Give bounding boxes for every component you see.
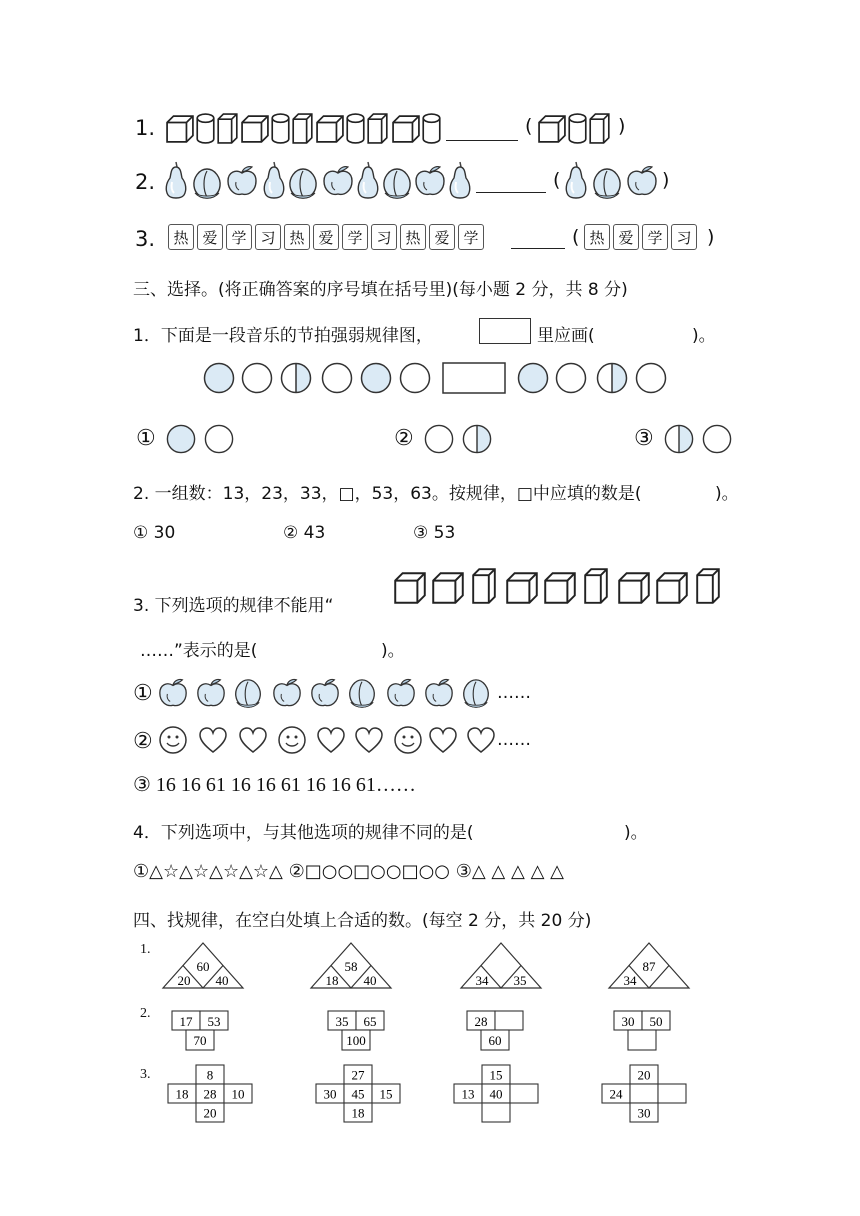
cross-center-value: 40 xyxy=(489,1086,503,1102)
pattern-3-characters xyxy=(168,224,487,250)
q1-inline-box xyxy=(479,318,531,344)
weak-beat-icon xyxy=(637,364,666,393)
cross-bottom-value: 30 xyxy=(637,1105,651,1121)
box-value-a: 35 xyxy=(335,1014,349,1029)
q4-options[interactable]: ①△☆△☆△☆△☆△ ②□○○□○○□○○ ③△ △ △ △ △ xyxy=(133,861,564,882)
fruits-icon xyxy=(563,158,663,202)
box-value-b: 65 xyxy=(363,1014,377,1029)
cross-left-value: 18 xyxy=(175,1086,189,1102)
triangle-right-value: 40 xyxy=(363,973,377,988)
char-box: 习 xyxy=(371,224,397,250)
q3-option-1-fruits[interactable] xyxy=(157,675,497,715)
q3-text-c: )。 xyxy=(381,641,405,661)
char-box: 爱 xyxy=(197,224,223,250)
q2-option-3[interactable]: ③ 53 xyxy=(413,523,456,543)
triangle-top-value: 58 xyxy=(344,959,358,974)
pattern-3-answer-blank[interactable] xyxy=(511,248,565,249)
q3-text-a: 3. 下列选项的规律不能用“ xyxy=(133,596,334,616)
char-box: 学 xyxy=(642,224,668,250)
q2-text-end: )。 xyxy=(715,484,739,504)
q1-option-1-label[interactable]: ① xyxy=(136,425,156,450)
cross-bottom-value: 20 xyxy=(203,1105,217,1121)
section-4-heading: 四、找规律，在空白处填上合适的数。(每空 2 分，共 20 分) xyxy=(133,911,592,931)
smile-heart-pattern-icon xyxy=(158,724,498,756)
cross-right-value: 15 xyxy=(379,1086,393,1102)
cross-top-value: 8 xyxy=(206,1067,214,1083)
triangle-top-value: 60 xyxy=(196,959,210,974)
medium-beat-icon xyxy=(598,364,627,393)
q1-text-b: 里应画( xyxy=(537,326,595,346)
row-3-crosses xyxy=(160,1064,720,1126)
triangle-top-value: 87 xyxy=(642,959,656,974)
q3-option-2-shapes[interactable] xyxy=(158,724,498,760)
pattern-2-choice-fruits xyxy=(563,158,663,206)
weak-beat-icon xyxy=(557,364,586,393)
pattern-1-shapes xyxy=(166,111,446,143)
fruits-icon xyxy=(163,158,473,202)
pattern-3-paren-open: ( xyxy=(572,226,580,248)
q3-option-1-ellipsis: …… xyxy=(497,683,531,703)
cross-top-value: 20 xyxy=(637,1067,651,1083)
q3-option-3[interactable]: ③ 16 16 61 16 16 61 16 16 61…… xyxy=(133,774,416,796)
pattern-1-number: 1. xyxy=(135,116,156,140)
solid-shapes-icon xyxy=(166,111,446,145)
pattern-2-paren-open: ( xyxy=(553,169,561,191)
strong-beat-icon xyxy=(205,364,234,393)
strong-beat-icon xyxy=(519,364,548,393)
char-box: 热 xyxy=(584,224,610,250)
weak-beat-icon xyxy=(243,364,272,393)
char-box: 爱 xyxy=(613,224,639,250)
q3-option-2-ellipsis: …… xyxy=(497,730,531,750)
pattern-3-paren-close: ) xyxy=(707,226,715,248)
q3-option-2-label[interactable]: ② xyxy=(133,728,153,753)
q3-option-1-label[interactable]: ① xyxy=(133,680,153,705)
char-box: 学 xyxy=(458,224,484,250)
number-triangle xyxy=(609,943,689,988)
fruits-icon xyxy=(157,675,497,711)
number-box-group xyxy=(467,1011,523,1050)
char-box: 热 xyxy=(168,224,194,250)
cross-bottom-value: 18 xyxy=(351,1105,365,1121)
row-1-triangles xyxy=(163,942,723,992)
number-box-group xyxy=(172,1011,228,1050)
q3-text-b: ……”表示的是( xyxy=(140,641,258,661)
cross-top-value: 27 xyxy=(351,1067,365,1083)
cross-center-value: 45 xyxy=(351,1086,365,1102)
char-box: 爱 xyxy=(313,224,339,250)
char-box: 热 xyxy=(284,224,310,250)
pattern-1-answer-blank[interactable] xyxy=(446,140,518,141)
pattern-2-paren-close: ) xyxy=(662,169,670,191)
strong-beat-icon xyxy=(362,364,391,393)
box-value-a: 30 xyxy=(621,1014,635,1029)
triangle-right-value: 40 xyxy=(215,973,229,988)
cube-pattern-icon xyxy=(394,566,730,606)
q1-beat-diagram xyxy=(203,362,673,400)
q4-text-end: )。 xyxy=(624,823,648,843)
section-3-heading: 三、选择。(将正确答案的序号填在括号里)(每小题 2 分，共 8 分) xyxy=(133,280,628,300)
pattern-1-paren-open: ( xyxy=(525,115,533,137)
number-cross xyxy=(602,1065,686,1122)
q1-text-c: )。 xyxy=(692,326,716,346)
pattern-3-number: 3. xyxy=(135,227,156,251)
number-box-group xyxy=(328,1011,384,1050)
triangle-left-value: 20 xyxy=(177,973,191,988)
q1-option-2-circles[interactable] xyxy=(424,424,494,460)
row-2-number: 2. xyxy=(140,1006,151,1021)
cross-top-value: 15 xyxy=(489,1067,503,1083)
q2-option-2[interactable]: ② 43 xyxy=(283,523,326,543)
char-box: 学 xyxy=(342,224,368,250)
number-box-group xyxy=(614,1011,670,1050)
triangle-left-value: 34 xyxy=(475,973,489,988)
q1-option-3-circles[interactable] xyxy=(664,424,734,460)
q2-option-1[interactable]: ① 30 xyxy=(133,523,176,543)
number-triangle xyxy=(461,943,541,988)
triangle-left-value: 34 xyxy=(623,973,637,988)
pattern-1-paren-close: ) xyxy=(618,115,626,137)
q4-text: 4．下列选项中，与其他选项的规律不同的是( xyxy=(133,823,474,843)
box-value-sum: 60 xyxy=(488,1033,502,1048)
cross-center-value: 28 xyxy=(203,1086,217,1102)
char-box: 学 xyxy=(226,224,252,250)
char-box: 习 xyxy=(255,224,281,250)
q1-text-a: 1．下面是一段音乐的节拍强弱规律图， xyxy=(133,326,433,346)
triangle-left-value: 18 xyxy=(325,973,339,988)
q1-option-2-label[interactable]: ② xyxy=(394,425,414,450)
triangle-right-value: 35 xyxy=(513,973,527,988)
pattern-3-choice-characters xyxy=(584,224,700,250)
number-cross xyxy=(316,1065,400,1122)
row-2-boxes xyxy=(160,1010,720,1054)
number-cross xyxy=(168,1065,252,1122)
pattern-2-answer-blank[interactable] xyxy=(476,192,546,193)
box-value-a: 28 xyxy=(474,1014,488,1029)
cross-left-value: 13 xyxy=(461,1086,475,1102)
number-triangle xyxy=(163,943,243,988)
cross-right-value: 10 xyxy=(231,1086,245,1102)
medium-beat-icon xyxy=(282,364,311,393)
box-value-sum: 100 xyxy=(346,1033,366,1048)
number-cross xyxy=(454,1065,538,1122)
q1-option-1-circles[interactable] xyxy=(166,424,236,460)
weak-beat-icon xyxy=(401,364,430,393)
cross-left-value: 30 xyxy=(323,1086,337,1102)
pattern-1-choice-shapes xyxy=(538,111,618,149)
char-box: 爱 xyxy=(429,224,455,250)
box-value-a: 17 xyxy=(179,1014,193,1029)
row-3-number: 3. xyxy=(140,1067,151,1082)
q1-option-3-label[interactable]: ③ xyxy=(634,425,654,450)
box-value-b: 50 xyxy=(649,1014,663,1029)
char-box: 习 xyxy=(671,224,697,250)
pattern-2-fruits xyxy=(163,158,473,206)
cross-left-value: 24 xyxy=(609,1086,623,1102)
q3-shape-pattern xyxy=(394,566,730,610)
box-value-b: 53 xyxy=(207,1014,221,1029)
char-box: 热 xyxy=(400,224,426,250)
solid-shapes-icon xyxy=(538,111,618,145)
weak-beat-icon xyxy=(323,364,352,393)
row-1-number: 1. xyxy=(140,942,151,957)
pattern-2-number: 2. xyxy=(135,170,156,194)
number-triangle xyxy=(311,943,391,988)
q2-text: 2. 一组数：13，23，33，□，53，63。按规律，□中应填的数是( xyxy=(133,484,642,504)
box-value-sum: 70 xyxy=(193,1033,207,1048)
